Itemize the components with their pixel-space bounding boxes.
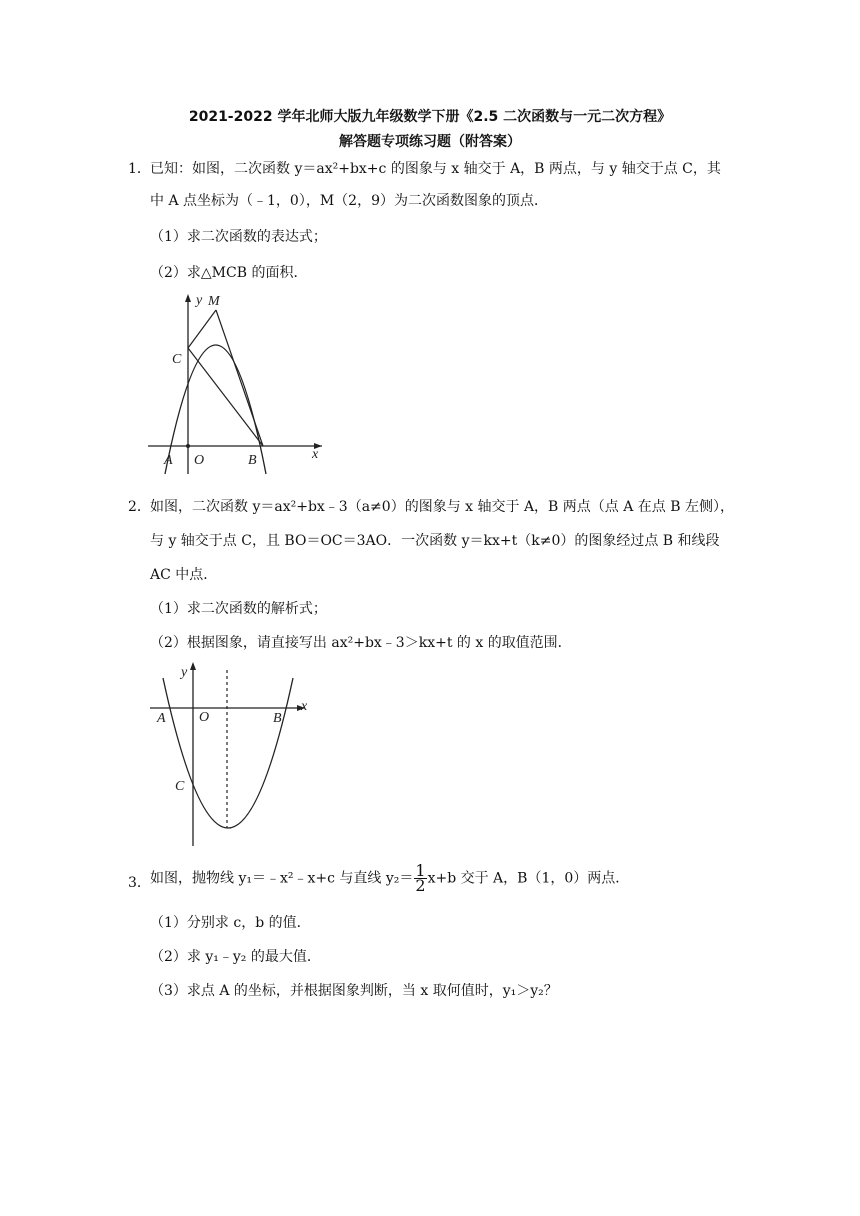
problem-1-line-1: 已知：如图，二次函数 y＝ax²+bx+c 的图象与 x 轴交于 A，B 两点，与 y 轴交于点 C，其 bbox=[150, 161, 721, 177]
label-b: B bbox=[248, 453, 257, 468]
label-m: M bbox=[208, 294, 220, 309]
problem-3-line-1 bbox=[150, 861, 630, 895]
problem-2-line-1: 如图，二次函数 y＝ax²+bx﹣3（a≠0）的图象与 x 轴交于 A，B 两点（点 A 在点 B 左侧）， bbox=[150, 499, 734, 515]
problem-3-part-2: （2）求 y₁﹣y₂ 的最大值． bbox=[150, 949, 321, 965]
problem-1-line-2: 中 A 点坐标为（﹣1，0），M（2，9）为二次函数图象的顶点． bbox=[150, 193, 548, 209]
label-c: C bbox=[172, 352, 182, 367]
label-o: O bbox=[194, 453, 205, 468]
problem-3-part-1: （1）分别求 c，b 的值． bbox=[150, 915, 311, 931]
origin-dot bbox=[186, 444, 190, 448]
label-x: x bbox=[312, 447, 319, 462]
label-x: x bbox=[301, 699, 308, 714]
parabola bbox=[163, 678, 293, 828]
problem-2-number: 2． bbox=[128, 499, 151, 515]
problem-3-part-3: （3）求点 A 的坐标，并根据图象判断，当 x 取何值时，y₁＞y₂？ bbox=[150, 983, 558, 999]
document-title-line-1: 2021-2022 学年北师大版九年级数学下册《2.5 二次函数与一元二次方程》 bbox=[188, 109, 672, 125]
problem-3-text-after: x+b 交于 A，B（1，0）两点． bbox=[427, 870, 630, 887]
segment-cb bbox=[188, 348, 263, 446]
problem-2-line-3: AC 中点． bbox=[150, 567, 218, 583]
label-a: A bbox=[157, 711, 166, 726]
label-o: O bbox=[199, 710, 210, 725]
problem-3-text-before: 如图，抛物线 y₁＝﹣x²﹣x+c 与直线 y₂＝ bbox=[150, 870, 414, 887]
problem-1-figure bbox=[140, 288, 340, 480]
problem-3-number: 3． bbox=[128, 875, 151, 891]
problem-1-part-2: （2）求△MCB 的面积． bbox=[150, 265, 308, 281]
segment-mb bbox=[216, 310, 263, 446]
label-y: y bbox=[181, 665, 188, 680]
segment-cm bbox=[188, 310, 216, 348]
y-axis-arrow bbox=[190, 662, 196, 670]
fraction-numerator: 1 bbox=[415, 861, 426, 880]
label-y: y bbox=[196, 293, 203, 308]
label-a: A bbox=[164, 453, 173, 468]
label-b: B bbox=[273, 711, 282, 726]
problem-1-part-1: （1）求二次函数的表达式； bbox=[150, 229, 327, 245]
document-title-line-2: 解答题专项练习题（附答案） bbox=[339, 134, 521, 150]
label-c: C bbox=[175, 779, 185, 794]
y-axis-arrow bbox=[185, 294, 191, 302]
problem-2-part-1: （1）求二次函数的解析式； bbox=[150, 601, 327, 617]
fraction-denominator: 2 bbox=[415, 876, 426, 895]
fraction-one-half bbox=[414, 861, 426, 895]
problem-1-number: 1． bbox=[128, 161, 151, 177]
problem-2-figure bbox=[145, 660, 320, 850]
problem-2-line-2: 与 y 轴交于点 C，且 BO＝OC＝3AO．一次函数 y＝kx+t（k≠0）的图象经过点 B 和线段 bbox=[150, 533, 720, 549]
problem-2-part-2: （2）根据图象，请直接写出 ax²+bx﹣3＞kx+t 的 x 的取值范围． bbox=[150, 635, 572, 651]
